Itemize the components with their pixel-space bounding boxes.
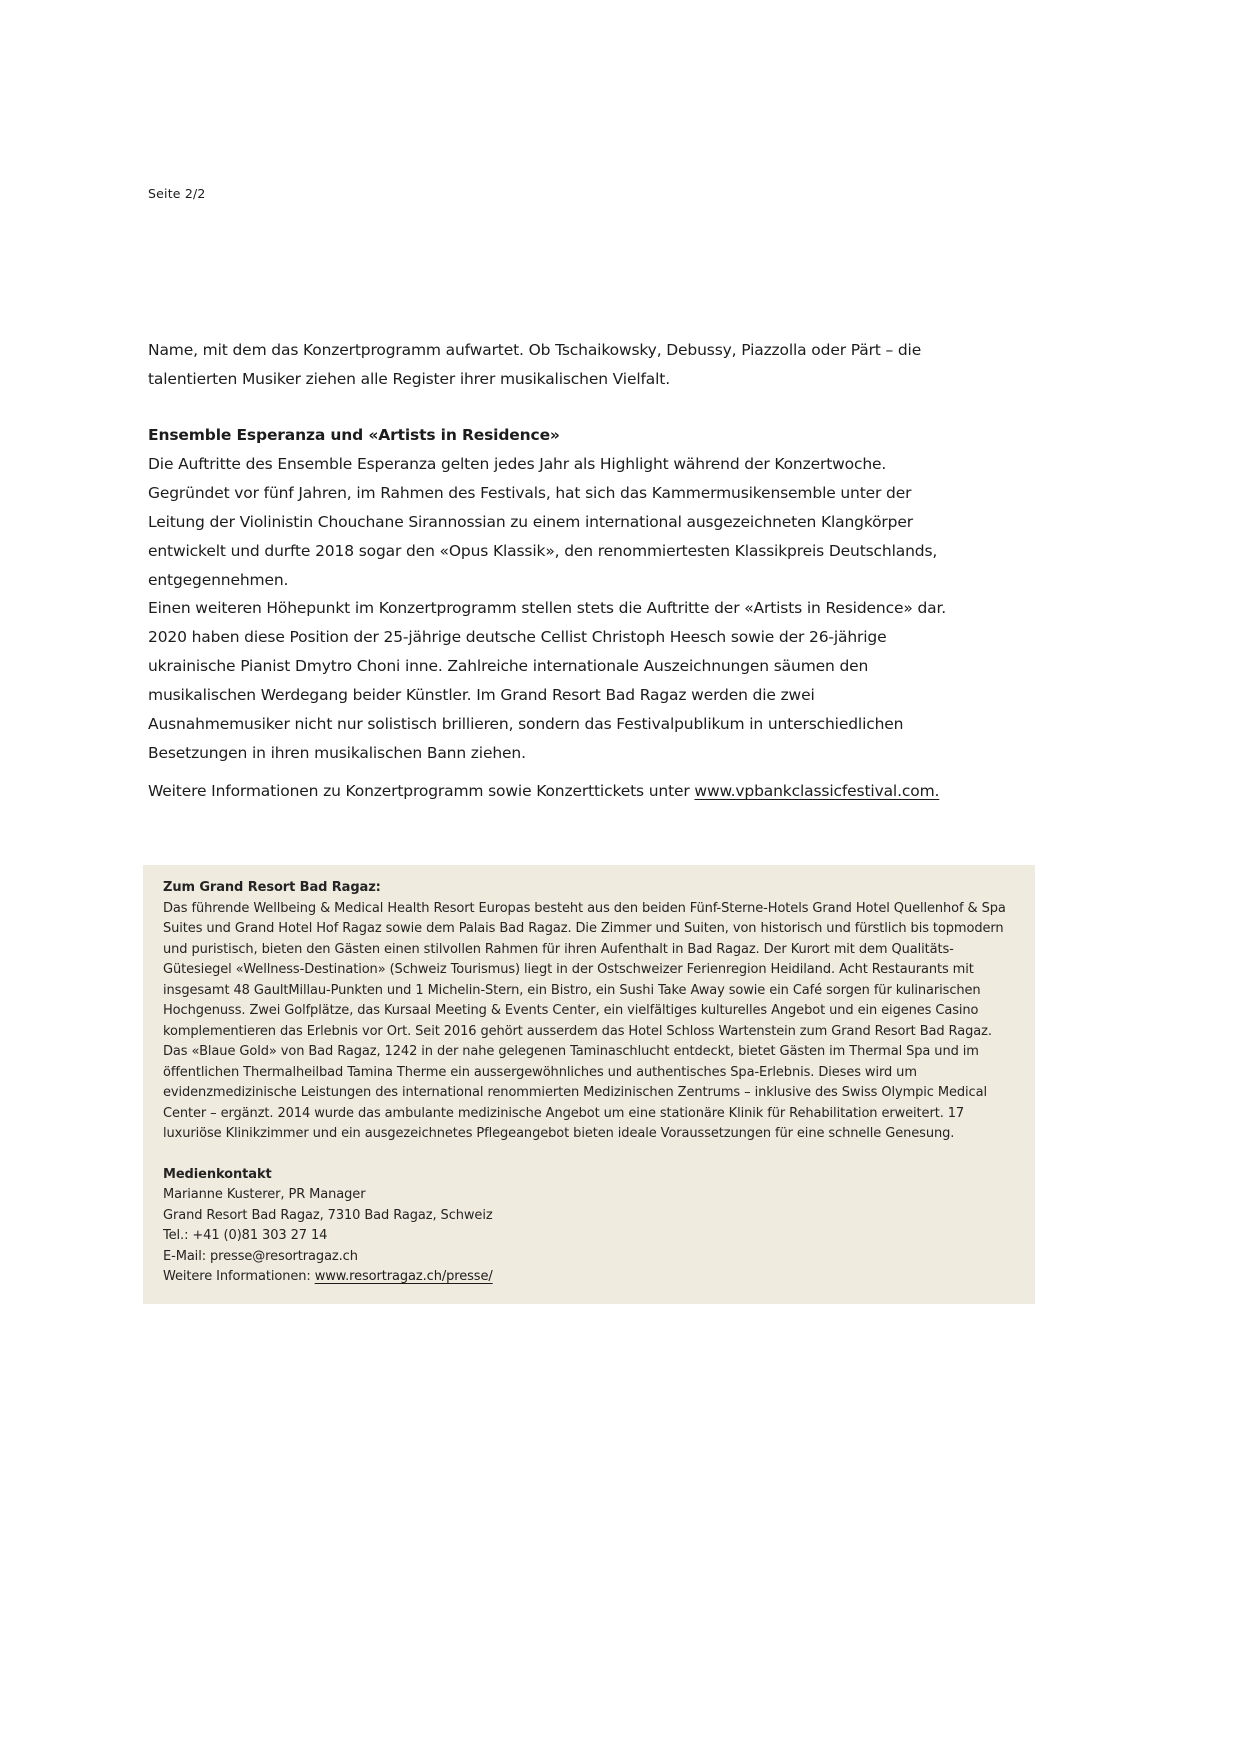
paragraph-artists-in-residence: Einen weiteren Höhepunkt im Konzertprogramm stellen stets die Auftritte der «Artists in Residence» dar. 2020 haben diese Position der 25-jährige deutsche Cellist Christoph Heesch sowie der 26-jährige ukrainische Pianist Dmytro Choni inne. Zahlreiche internationale Auszeichnungen säumen den musikalischen Werdegang beider Künstler. Im Grand Resort Bad Ragaz werden die zwei Ausnahmemusiker nicht nur solistisch brillieren, sondern das Festivalpublikum in unterschiedlichen Besetzungen in ihren musikalischen Bann ziehen. [148,599,947,762]
press-page-link[interactable]: www.resortragaz.ch/presse/ [314,1269,493,1284]
page-number: Seite 2/2 [148,186,206,201]
media-contact-heading: Medienkontakt [163,1166,272,1182]
more-info-label: Weitere Informationen: [163,1269,315,1284]
boilerplate-info-box [143,865,1035,1304]
paragraph-ensemble: Die Auftritte des Ensemble Esperanza gelten jedes Jahr als Highlight während der Konzertwoche. Gegründet vor fünf Jahren, im Rahmen des Festivals, hat sich das Kammermusikensemble unter der Leitung der Violinistin Chouchane Sirannossian zu einem international ausgezeichneten Klangkörper entwickelt und durfte 2018 sogar den «Opus Klassik», den renommiertesten Klassikpreis Deutschlands, entgegennehmen. [148,455,938,589]
contact-more-info [163,1267,1015,1288]
contact-name: Marianne Kusterer, PR Manager [163,1187,366,1202]
paragraph-intro: Name, mit dem das Konzertprogramm aufwartet. Ob Tschaikowsky, Debussy, Piazzolla oder Pärt – die talentierten Musiker ziehen alle Register ihrer musikalischen Vielfalt. [148,341,922,388]
festival-website-link[interactable]: www.vpbankclassicfestival.com. [694,782,940,800]
contact-address: Grand Resort Bad Ragaz, 7310 Bad Ragaz, Schweiz [163,1207,493,1223]
tickets-info-text: Weitere Informationen zu Konzertprogramm sowie Konzerttickets unter [148,782,690,800]
contact-email: E-Mail: presse@resortragaz.ch [163,1248,358,1264]
info-box-heading: Zum Grand Resort Bad Ragaz: [163,880,381,895]
section-ensemble [148,421,948,595]
resort-description: Das führende Wellbeing & Medical Health Resort Europas besteht aus den beiden Fünf-Sterne-Hotels Grand Hotel Quellenhof & Spa Suites und Grand Hotel Hof Ragaz sowie dem Palais Bad Ragaz. Die Zimmer und Suiten, von historisch und fürstlich bis topmodern und puristisch, bieten den Gästen einen stilvollen Rahmen für ihren Aufenthalt in Bad Ragaz. Der Kurort mit dem Qualitäts-Gütesiegel «Wellness-Destination» (Schweiz Tourismus) liegt in der Ostschweizer Ferienregion Heidiland. Acht Restaurants mit insgesamt 48 GaultMillau-Punkten und 1 Michelin-Stern, ein Bistro, ein Sushi Take Away sowie ein Café sorgen für kulinarischen Hochgenuss. Zwei Golfplätze, das Kursaal Meeting & Events Center, ein vielfältiges kulturelles Angebot und ein eigenes Casino komplementieren das Erlebnis vor Ort. Seit 2016 gehört ausserdem das Hotel Schloss Wartenstein zum Grand Resort Bad Ragaz. Das «Blaue Gold» von Bad Ragaz, 1242 in der nahe gelegenen Taminaschlucht entdeckt, bietet Gästen im Thermal Spa und im öffentlichen Thermalheilbad Tamina Therme ein aussergewöhnliches und authentisches Spa-Erlebnis. Dieses wird um evidenzmedizinische Leistungen des international renommierten Medizinischen Zentrums – inklusive des Swiss Olympic Medical Center – ergänzt. 2014 wurde das ambulante medizinische Angebot um eine stationäre Klinik für Rehabilitation erweitert. 17 luxuriöse Klinikzimmer und ein ausgezeichnetes Pflegeangebot bieten ideale Voraussetzungen für eine schnelle Genesung. [163,900,1006,1141]
contact-phone: Tel.: +41 (0)81 303 27 14 [163,1228,328,1243]
media-contact-block [163,1165,1015,1288]
section-heading: Ensemble Esperanza und «Artists in Residence» [148,426,560,444]
paragraph-tickets [148,777,948,806]
